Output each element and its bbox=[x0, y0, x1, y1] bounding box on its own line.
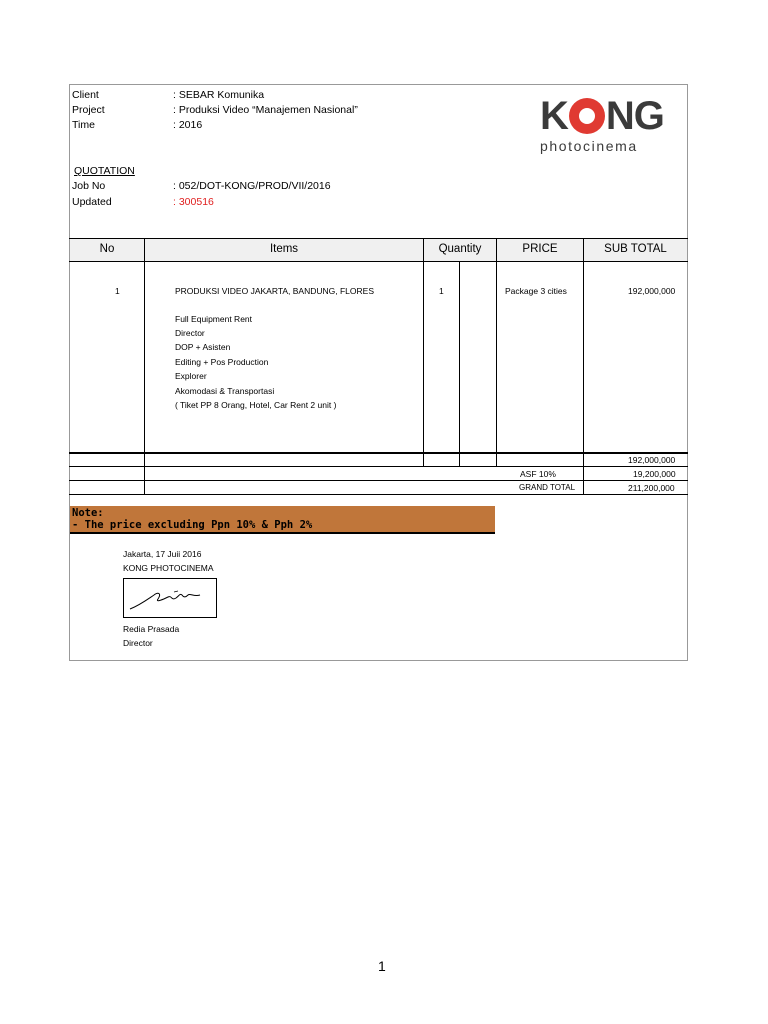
note-title: Note: bbox=[72, 507, 104, 519]
document-frame bbox=[69, 84, 688, 661]
table-line bbox=[144, 238, 145, 494]
col-header-subtotal: SUB TOTAL bbox=[604, 243, 667, 255]
col-header-no: No bbox=[99, 243, 115, 255]
logo-subtitle: photocinema bbox=[540, 138, 638, 154]
logo-letters-ng: NG bbox=[605, 94, 664, 138]
page-number: 1 bbox=[378, 958, 386, 974]
totals-subtotal: 192,000,000 bbox=[628, 455, 676, 465]
jobno-label: Job No bbox=[72, 180, 106, 192]
table-line bbox=[69, 480, 688, 481]
jobno-value: : 052/DOT-KONG/PROD/VII/2016 bbox=[173, 180, 331, 192]
table-line bbox=[496, 238, 497, 466]
row-subtotal: 192,000,000 bbox=[628, 286, 676, 296]
col-header-price: PRICE bbox=[522, 243, 558, 255]
table-line bbox=[583, 238, 584, 494]
row-no: 1 bbox=[115, 286, 120, 296]
client-value: : SEBAR Komunika bbox=[173, 89, 265, 101]
updated-value: : 300516 bbox=[173, 196, 214, 208]
item-detail: ( Tiket PP 8 Orang, Hotel, Car Rent 2 unit ) bbox=[175, 400, 337, 410]
signature-place-date: Jakarta, 17 Juii 2016 bbox=[123, 549, 202, 559]
table-line bbox=[69, 261, 688, 262]
row-price: Package 3 cities bbox=[505, 286, 567, 296]
item-detail: Editing + Pos Production bbox=[175, 357, 269, 367]
client-label: Client bbox=[72, 89, 99, 101]
signature-title: Director bbox=[123, 638, 153, 648]
quotation-label: QUOTATION bbox=[74, 165, 135, 177]
time-value: : 2016 bbox=[173, 119, 203, 131]
note-text: - The price excluding Ppn 10% & Pph 2% bbox=[72, 519, 313, 531]
item-detail: Director bbox=[175, 328, 205, 338]
logo-circle-icon bbox=[569, 98, 605, 134]
company-logo bbox=[540, 93, 664, 139]
item-detail: DOP + Asisten bbox=[175, 342, 231, 352]
time-label: Time bbox=[72, 119, 95, 131]
logo-letter-k: K bbox=[540, 94, 568, 138]
item-detail: Akomodasi & Transportasi bbox=[175, 386, 275, 396]
table-line bbox=[423, 238, 424, 466]
item-detail: Full Equipment Rent bbox=[175, 314, 253, 324]
signature-box bbox=[123, 578, 217, 618]
col-header-quantity: Quantity bbox=[438, 243, 482, 255]
grand-total-value: 211,200,000 bbox=[628, 483, 675, 493]
table-line bbox=[69, 452, 688, 454]
project-label: Project bbox=[72, 104, 105, 116]
grand-total-label: GRAND TOTAL bbox=[519, 483, 576, 492]
updated-label: Updated bbox=[72, 196, 112, 208]
row-item-title: PRODUKSI VIDEO JAKARTA, BANDUNG, FLORES bbox=[175, 286, 375, 296]
project-value: : Produksi Video “Manajemen Nasional” bbox=[173, 104, 358, 116]
table-line bbox=[69, 466, 688, 467]
col-header-items: Items bbox=[269, 243, 299, 255]
row-quantity: 1 bbox=[439, 286, 444, 296]
handwritten-signature-icon bbox=[124, 579, 216, 617]
asf-value: 19,200,000 bbox=[633, 469, 676, 479]
item-detail: Explorer bbox=[175, 371, 207, 381]
signature-name: Redia Prasada bbox=[123, 624, 180, 634]
table-line bbox=[69, 494, 688, 495]
table-line bbox=[69, 238, 688, 239]
asf-label: ASF 10% bbox=[520, 469, 556, 479]
signature-company: KONG PHOTOCINEMA bbox=[123, 563, 214, 573]
table-line bbox=[459, 261, 460, 466]
